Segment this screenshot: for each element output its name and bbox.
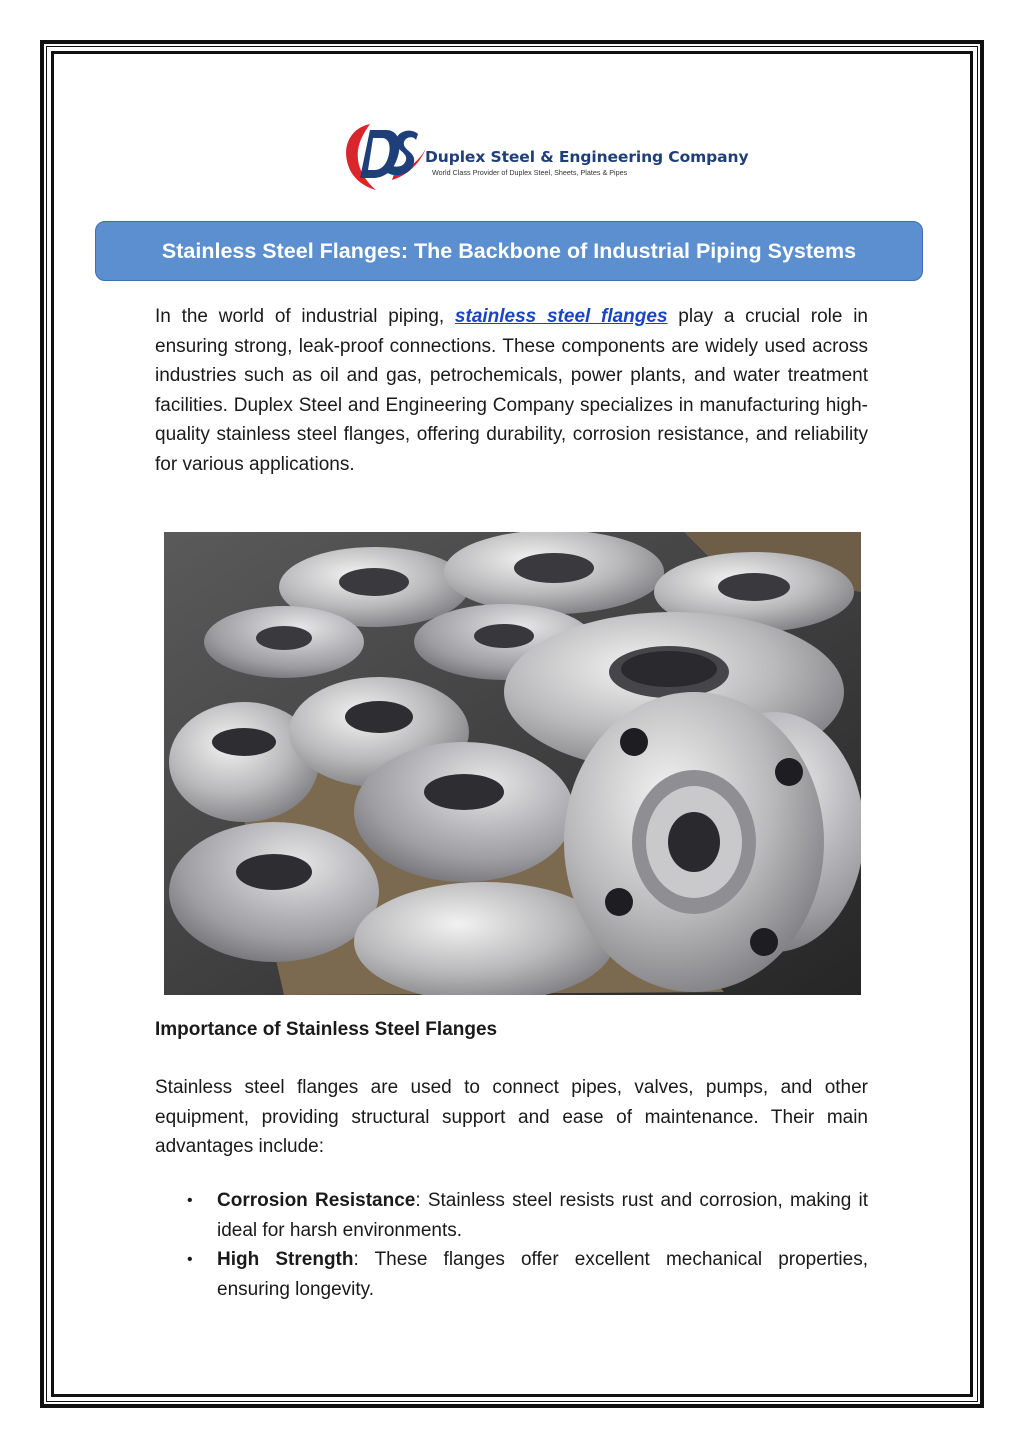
intro-text-after-link: play a crucial role in ensuring strong, leak-proof connections. These components are widely used across industries such as oil and gas, petrochemicals, power plants, and water treatment facilities. Duplex Steel and Engineering Company specializes in manufacturing high-quality stainless steel flanges, offering durability, corrosion resistance, and reliability for various applications. [155, 306, 868, 475]
advantage-description: : Stainless steel resists rust and corrosion, making it ideal for harsh environments. [217, 1190, 868, 1241]
advantage-term: Corrosion Resistance [217, 1190, 416, 1211]
bullet-icon: • [187, 1192, 193, 1209]
list-item [175, 1245, 868, 1304]
advantages-intro-paragraph: Stainless steel flanges are used to connect pipes, valves, pumps, and other equipment, providing structural support and ease of maintenance. Their main advantages include: [155, 1077, 868, 1157]
section-heading: Importance of Stainless Steel Flanges [155, 1019, 498, 1040]
intro-paragraph [155, 302, 868, 479]
advantages-list [175, 1186, 868, 1304]
company-logo [340, 118, 749, 198]
title-banner [95, 221, 923, 281]
ds-monogram-icon [340, 118, 430, 198]
advantage-description: : These flanges offer excellent mechanical properties, ensuring longevity. [217, 1249, 868, 1300]
advantage-term: High Strength [217, 1249, 354, 1270]
stainless-flanges-image [164, 532, 861, 995]
company-tagline: World Class Provider of Duplex Steel, Sheets, Plates & Pipes [432, 168, 628, 177]
stainless-steel-flanges-link[interactable]: stainless steel flanges [454, 306, 668, 327]
page-title: Stainless Steel Flanges: The Backbone of Industrial Piping Systems [161, 238, 857, 263]
flanges-photo [164, 532, 861, 995]
bullet-icon: • [187, 1251, 193, 1268]
list-item [175, 1186, 868, 1245]
company-name: Duplex Steel & Engineering Company [425, 148, 749, 166]
intro-text-before-link: In the world of industrial piping, [155, 306, 455, 327]
